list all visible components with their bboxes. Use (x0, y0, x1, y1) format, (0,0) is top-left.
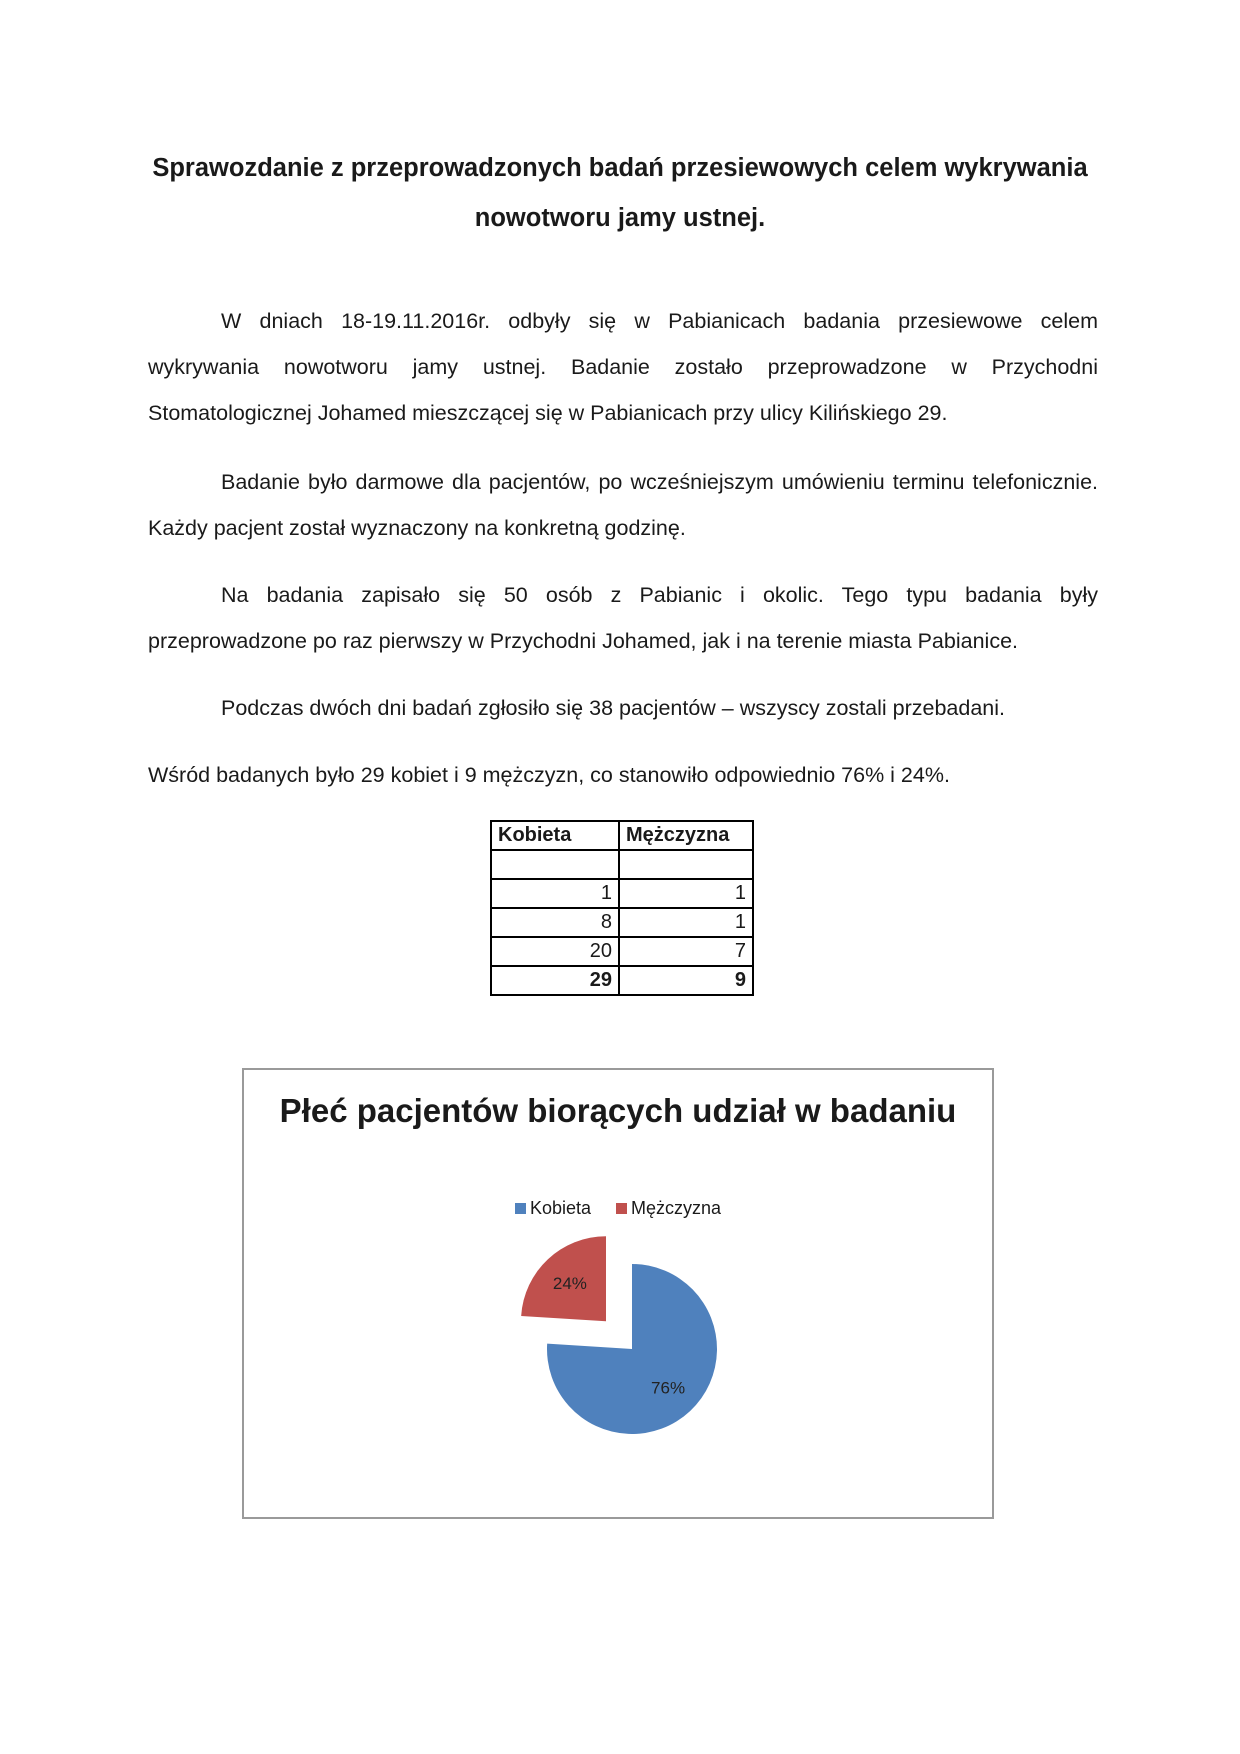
table-cell: 1 (619, 879, 753, 908)
table-cell: 1 (619, 908, 753, 937)
pie-label-kobieta: 76% (651, 1378, 686, 1398)
document-title: Sprawozdanie z przeprowadzonych badań przesiewowych celem wykrywania nowotworu jamy ustnej. (152, 154, 1088, 232)
legend-label-mezczyzna: Mężczyzna (631, 1198, 722, 1218)
table-cell: 1 (491, 879, 619, 908)
paragraph-4-text: Podczas dwóch dni badań zgłosiło się 38 pacjentów – wszyscy zostali przebadani. (221, 696, 1005, 720)
pie-chart (242, 1068, 994, 1519)
paragraph-1-text: W dniach 18-19.11.2016r. odbyły się w Pabianicach badania przesiewowe celem wykrywania nowotworu jamy ustnej. Badanie zostało przeprowadzone w Przychodni Stomatologicznej Johamed mieszczącej się w Pabianicach przy ulicy Kilińskiego 29. (148, 309, 1098, 425)
paragraph-3-text: Na badania zapisało się 50 osób z Pabianic i okolic. Tego typu badania były przeprowadzone po raz pierwszy w Przychodni Johamed, jak i na terenie miasta Pabianice. (148, 583, 1098, 653)
paragraph-5 (148, 752, 1098, 798)
pie-label-mezczyzna: 24% (552, 1273, 587, 1293)
table-total-row (491, 966, 753, 995)
table-header-mezczyzna: Mężczyzna (619, 821, 753, 850)
table-row (491, 850, 753, 879)
legend-label-kobieta: Kobieta (529, 1198, 591, 1218)
table-cell: 8 (491, 908, 619, 937)
table-total-mezczyzna: 9 (619, 966, 753, 995)
table-cell: 20 (491, 937, 619, 966)
table-row (491, 908, 753, 937)
table-header-row (491, 821, 753, 850)
table-total-kobieta: 29 (491, 966, 619, 995)
paragraph-3 (148, 572, 1098, 664)
table-cell (619, 850, 753, 879)
paragraph-5-text: Wśród badanych było 29 kobiet i 9 mężczyzn, co stanowiło odpowiednio 76% i 24%. (148, 763, 950, 787)
table-header-kobieta: Kobieta (491, 821, 619, 850)
table-cell: 7 (619, 937, 753, 966)
table-row (491, 879, 753, 908)
gender-table (490, 820, 754, 996)
chart-title: Płeć pacjentów biorących udział w badaniu (279, 1092, 957, 1129)
paragraph-1 (148, 298, 1098, 436)
paragraph-2 (148, 459, 1098, 551)
paragraph-4 (148, 685, 1098, 731)
table-row (491, 937, 753, 966)
paragraph-2-text: Badanie było darmowe dla pacjentów, po wcześniejszym umówieniu terminu telefonicznie. Każdy pacjent został wyznaczony na konkretną godzinę. (148, 470, 1098, 540)
table-cell (491, 850, 619, 879)
pie-plot-area (244, 1070, 992, 1517)
